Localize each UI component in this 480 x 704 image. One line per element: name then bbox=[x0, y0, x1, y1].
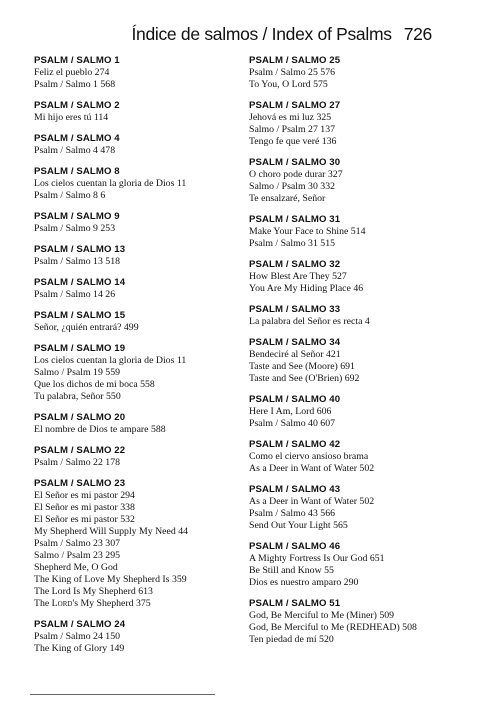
hymn-listing: Be Still and Know 55 bbox=[249, 565, 334, 576]
hymn-listing: Tengo fe que veré 136 bbox=[249, 136, 337, 147]
psalm-heading: PSALM / SALMO 23 bbox=[34, 478, 126, 489]
hymn-listing: As a Deer in Want of Water 502 bbox=[249, 496, 375, 507]
psalm-heading: PSALM / SALMO 25 bbox=[249, 55, 341, 66]
hymn-listing: El Señor es mi pastor 532 bbox=[34, 514, 135, 525]
hymn-listing: Psalm / Salmo 8 6 bbox=[34, 190, 106, 201]
hymn-listing: Psalm / Salmo 22 178 bbox=[34, 457, 121, 468]
hymn-listing: Te ensalzaré, Señor bbox=[249, 193, 326, 204]
psalm-entry bbox=[249, 157, 459, 205]
psalm-entry bbox=[34, 478, 234, 610]
psalm-heading: PSALM / SALMO 40 bbox=[249, 394, 341, 405]
hymn-listing: Taste and See (Moore) 691 bbox=[249, 361, 355, 372]
psalm-heading: PSALM / SALMO 27 bbox=[249, 100, 341, 111]
hymn-listing: Shepherd Me, O God bbox=[34, 562, 118, 573]
hymn-listing: The Lord Is My Shepherd 613 bbox=[34, 586, 153, 597]
psalm-heading: PSALM / SALMO 13 bbox=[34, 244, 126, 255]
psalm-entry bbox=[249, 484, 459, 532]
hymn-listing: Psalm / Salmo 9 253 bbox=[34, 223, 116, 234]
hymn-listing: Psalm / Salmo 23 307 bbox=[34, 538, 121, 549]
hymn-listing: Here I Am, Lord 606 bbox=[249, 406, 332, 417]
hymn-listing: Salmo / Psalm 19 559 bbox=[34, 367, 121, 378]
hymn-listing: Salmo / Psalm 27 137 bbox=[249, 124, 336, 135]
hymn-listing: Señor, ¿quién entrará? 499 bbox=[34, 322, 139, 333]
hymn-listing: Psalm / Salmo 24 150 bbox=[34, 631, 121, 642]
psalm-entry bbox=[249, 55, 459, 91]
psalm-heading: PSALM / SALMO 42 bbox=[249, 439, 341, 450]
psalm-entry bbox=[34, 211, 234, 235]
hymn-listing: You Are My Hiding Place 46 bbox=[249, 283, 364, 294]
hymn-listing: Bendeciré al Señor 421 bbox=[249, 349, 341, 360]
hymn-listing: El nombre de Dios te ampare 588 bbox=[34, 424, 166, 435]
hymn-listing: Psalm / Salmo 4 478 bbox=[34, 145, 116, 156]
hymn-listing: The King of Glory 149 bbox=[34, 643, 125, 654]
psalm-heading: PSALM / SALMO 20 bbox=[34, 412, 126, 423]
psalm-entry bbox=[249, 439, 459, 475]
hymn-listing: Mi hijo eres tú 114 bbox=[34, 112, 109, 123]
hymn-listing: La palabra del Señor es recta 4 bbox=[249, 316, 370, 327]
psalm-heading: PSALM / SALMO 4 bbox=[34, 133, 120, 144]
psalm-entry bbox=[249, 100, 459, 148]
hymn-listing: Tu palabra, Señor 550 bbox=[34, 391, 121, 402]
psalm-heading: PSALM / SALMO 24 bbox=[34, 619, 126, 630]
hymn-listing: A Mighty Fortress Is Our God 651 bbox=[249, 553, 385, 564]
hymn-listing: El Señor es mi pastor 294 bbox=[34, 490, 135, 501]
psalm-entry bbox=[249, 214, 459, 250]
hymn-listing: God, Be Merciful to Me (Miner) 509 bbox=[249, 610, 395, 621]
hymn-listing: Los cielos cuentan la gloria de Dios 11 bbox=[34, 178, 187, 189]
hymn-listing: Psalm / Salmo 43 566 bbox=[249, 508, 336, 519]
psalm-entry bbox=[249, 337, 459, 385]
psalm-entry bbox=[249, 394, 459, 430]
hymn-listing: Como el ciervo ansioso brama bbox=[249, 451, 369, 462]
hymn-listing: As a Deer in Want of Water 502 bbox=[249, 463, 375, 474]
psalm-entry bbox=[249, 304, 459, 328]
psalm-heading: PSALM / SALMO 14 bbox=[34, 277, 126, 288]
psalm-heading: PSALM / SALMO 34 bbox=[249, 337, 341, 348]
psalm-heading: PSALM / SALMO 46 bbox=[249, 541, 341, 552]
hymn-listing: Psalm / Salmo 25 576 bbox=[249, 67, 336, 78]
psalm-heading: PSALM / SALMO 33 bbox=[249, 304, 341, 315]
psalm-heading: PSALM / SALMO 32 bbox=[249, 259, 341, 270]
psalm-entry bbox=[34, 619, 234, 655]
psalm-entry bbox=[34, 277, 234, 301]
hymn-listing: Feliz el pueblo 274 bbox=[34, 67, 110, 78]
psalm-heading: PSALM / SALMO 31 bbox=[249, 214, 341, 225]
hymn-listing: Que los dichos de mi boca 558 bbox=[34, 379, 155, 390]
psalm-entry bbox=[249, 541, 459, 589]
psalm-entry bbox=[34, 310, 234, 334]
hymn-listing: Jehová es mi luz 325 bbox=[249, 112, 332, 123]
hymn-listing: The King of Love My Shepherd Is 359 bbox=[34, 574, 187, 585]
psalm-entry bbox=[34, 166, 234, 202]
hymn-listing: Ten piedad de mí 520 bbox=[249, 634, 334, 645]
hymn-listing: Salmo / Psalm 23 295 bbox=[34, 550, 121, 561]
hymn-listing: Send Out Your Light 565 bbox=[249, 520, 348, 531]
hymn-listing: Psalm / Salmo 40 607 bbox=[249, 418, 336, 429]
hymn-listing: How Blest Are They 527 bbox=[249, 271, 347, 282]
hymn-listing: Psalm / Salmo 1 568 bbox=[34, 79, 116, 90]
psalm-entry bbox=[34, 445, 234, 469]
index-column-right bbox=[249, 55, 459, 655]
psalm-heading: PSALM / SALMO 8 bbox=[34, 166, 120, 177]
psalm-heading: PSALM / SALMO 9 bbox=[34, 211, 120, 222]
hymn-listing: God, Be Merciful to Me (REDHEAD) 508 bbox=[249, 622, 417, 633]
page-number: 726 bbox=[403, 24, 432, 44]
page-header bbox=[131, 24, 432, 45]
psalm-heading: PSALM / SALMO 51 bbox=[249, 598, 341, 609]
psalm-entry bbox=[34, 133, 234, 157]
hymn-listing: Psalm / Salmo 13 518 bbox=[34, 256, 121, 267]
hymn-listing: Psalm / Salmo 14 26 bbox=[34, 289, 116, 300]
psalm-heading: PSALM / SALMO 15 bbox=[34, 310, 126, 321]
hymn-listing: El Señor es mi pastor 338 bbox=[34, 502, 135, 513]
psalm-entry bbox=[34, 412, 234, 436]
psalm-entry bbox=[249, 259, 459, 295]
psalm-heading: PSALM / SALMO 30 bbox=[249, 157, 341, 168]
psalm-entry bbox=[34, 55, 234, 91]
hymn-listing: Los cielos cuentan la gloria de Dios 11 bbox=[34, 355, 187, 366]
index-column-left bbox=[34, 55, 234, 664]
footer-rule bbox=[30, 694, 215, 695]
hymn-listing: The Lord's My Shepherd 375 bbox=[34, 598, 151, 609]
hymn-listing: Dios es nuestro amparo 290 bbox=[249, 577, 359, 588]
psalm-heading: PSALM / SALMO 43 bbox=[249, 484, 341, 495]
psalm-heading: PSALM / SALMO 2 bbox=[34, 100, 120, 111]
hymn-listing: Taste and See (O'Brien) 692 bbox=[249, 373, 360, 384]
psalm-heading: PSALM / SALMO 19 bbox=[34, 343, 126, 354]
hymn-listing: O choro pode durar 327 bbox=[249, 169, 343, 180]
hymn-listing: Make Your Face to Shine 514 bbox=[249, 226, 366, 237]
hymn-listing: To You, O Lord 575 bbox=[249, 79, 328, 90]
psalm-entry bbox=[34, 343, 234, 403]
psalm-entry bbox=[34, 100, 234, 124]
hymn-listing: Psalm / Salmo 31 515 bbox=[249, 238, 336, 249]
psalm-entry bbox=[249, 598, 459, 646]
page-title: Índice de salmos / Index of Psalms bbox=[131, 24, 392, 44]
psalm-heading: PSALM / SALMO 22 bbox=[34, 445, 126, 456]
hymn-listing: My Shepherd Will Supply My Need 44 bbox=[34, 526, 188, 537]
hymn-listing: Salmo / Psalm 30 332 bbox=[249, 181, 336, 192]
psalm-entry bbox=[34, 244, 234, 268]
psalm-heading: PSALM / SALMO 1 bbox=[34, 55, 120, 66]
